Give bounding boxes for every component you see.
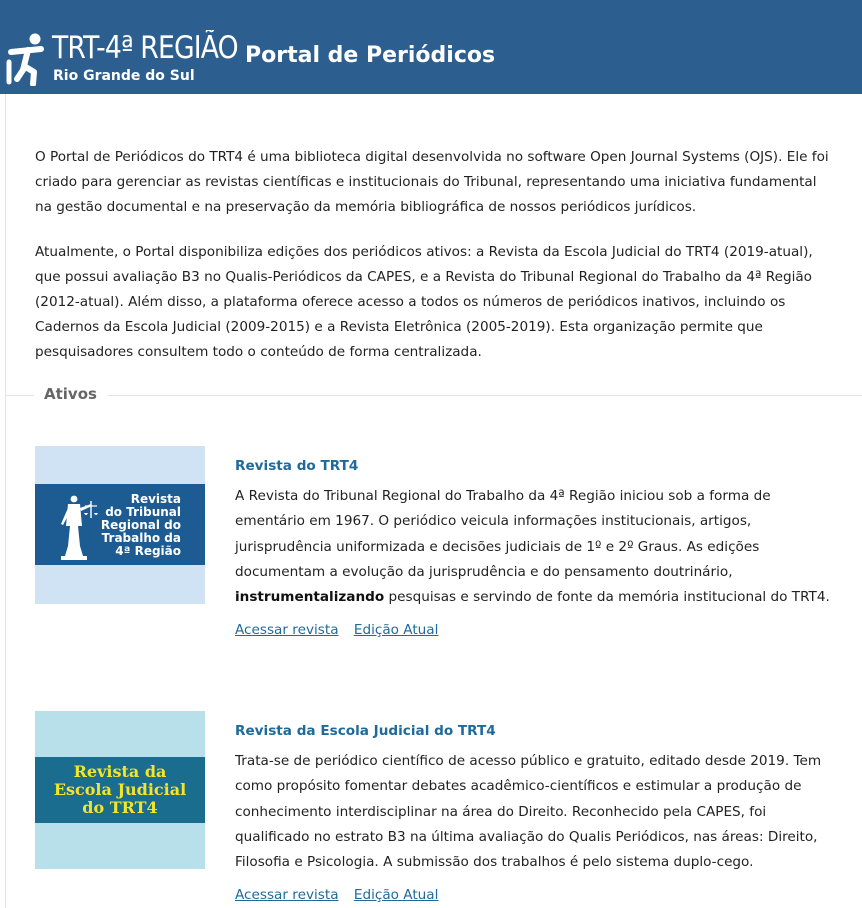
content-left-border bbox=[5, 94, 6, 908]
journal-title-link[interactable]: Revista do TRT4 bbox=[235, 458, 359, 474]
description-text: A Revista do Tribunal Regional do Trabalho da 4ª Região iniciou sob a forma de ementário em 1967. O periódico veicula informações institucionais, artigos, jurisprudência uniformizada e decisões judiciais de 1º e 2º Graus. As edições documentam a evolução da jurisprudência e do pensamento doutrinário, bbox=[235, 488, 771, 580]
portal-title: Portal de Periódicos bbox=[245, 43, 496, 68]
journal-title-link[interactable]: Revista da Escola Judicial do TRT4 bbox=[235, 723, 496, 739]
journal-links bbox=[235, 885, 449, 905]
journal-cover-thumbnail[interactable] bbox=[35, 711, 205, 869]
access-journal-link[interactable]: Acessar revista bbox=[235, 622, 339, 638]
journal-links bbox=[235, 620, 449, 640]
access-journal-link[interactable]: Acessar revista bbox=[235, 887, 339, 903]
section-divider bbox=[5, 395, 862, 396]
journal-description bbox=[235, 749, 840, 875]
description-bold-text: instrumentalizando bbox=[235, 589, 385, 606]
section-heading-ativos: Ativos bbox=[34, 383, 107, 405]
journal-description bbox=[235, 484, 840, 610]
cover-line: Escola Judicial bbox=[53, 780, 187, 799]
journal-cover-thumbnail[interactable] bbox=[35, 446, 205, 604]
logo-sub-text: Rio Grande do Sul bbox=[53, 68, 195, 84]
cover-line: Trabalho da bbox=[101, 531, 181, 545]
cover-line: do Tribunal bbox=[105, 505, 181, 519]
current-issue-link[interactable]: Edição Atual bbox=[353, 622, 439, 638]
cover-line: Revista da bbox=[73, 762, 167, 781]
intro-paragraph-1: O Portal de Periódicos do TRT4 é uma biblioteca digital desenvolvida no software Open Journal Systems (OJS). Ele foi criado para gerenciar as revistas científicas e institucionais do Tribunal, representando uma iniciativa fundamental na gestão documental e na preservação da memória bibliográfica de nossos periódicos jurídicos. bbox=[35, 149, 829, 215]
cover-line: Regional do bbox=[100, 518, 181, 532]
current-issue-link[interactable]: Edição Atual bbox=[353, 887, 439, 903]
running-figure-icon bbox=[6, 32, 46, 86]
logo-main-text: TRT-4ª REGIÃO bbox=[52, 30, 238, 66]
description-text: pesquisas e servindo de fonte da memória institucional do TRT4. bbox=[384, 589, 830, 606]
description-text: Trata-se de periódico científico de acesso público e gratuito, editado desde 2019. Tem como propósito fomentar debates acadêmico-científicos e estimular a produção de conhecimento interdisciplinar na área do Direito. Reconhecido pela CAPES, foi qualificado no estrato B3 na última avaliação do Qualis Periódicos, nas áreas: Direito, Filosofia e Psicologia. A submissão dos trabalhos é pelo sistema duplo-cego. bbox=[235, 753, 822, 871]
intro-paragraph-2: Atualmente, o Portal disponibiliza edições dos periódicos ativos: a Revista da Escola Judicial do TRT4 (2019-atual), que possui avaliação B3 no Qualis-Periódicos da CAPES, e a Revista do Tribunal Regional do Trabalho da 4ª Região (2012-atual). Além disso, a plataforma oferece acesso a todos os números de periódicos inativos, incluindo os Cadernos da Escola Judicial (2009-2015) e a Revista Eletrônica (2005-2019). Esta organização permite que pesquisadores consultem todo o conteúdo de forma centralizada. bbox=[35, 244, 813, 360]
cover-line: Revista bbox=[130, 492, 181, 506]
site-logo[interactable] bbox=[6, 30, 238, 90]
cover-line: do TRT4 bbox=[82, 798, 158, 817]
site-header bbox=[0, 0, 862, 94]
cover-line: 4ª Região bbox=[115, 544, 181, 558]
